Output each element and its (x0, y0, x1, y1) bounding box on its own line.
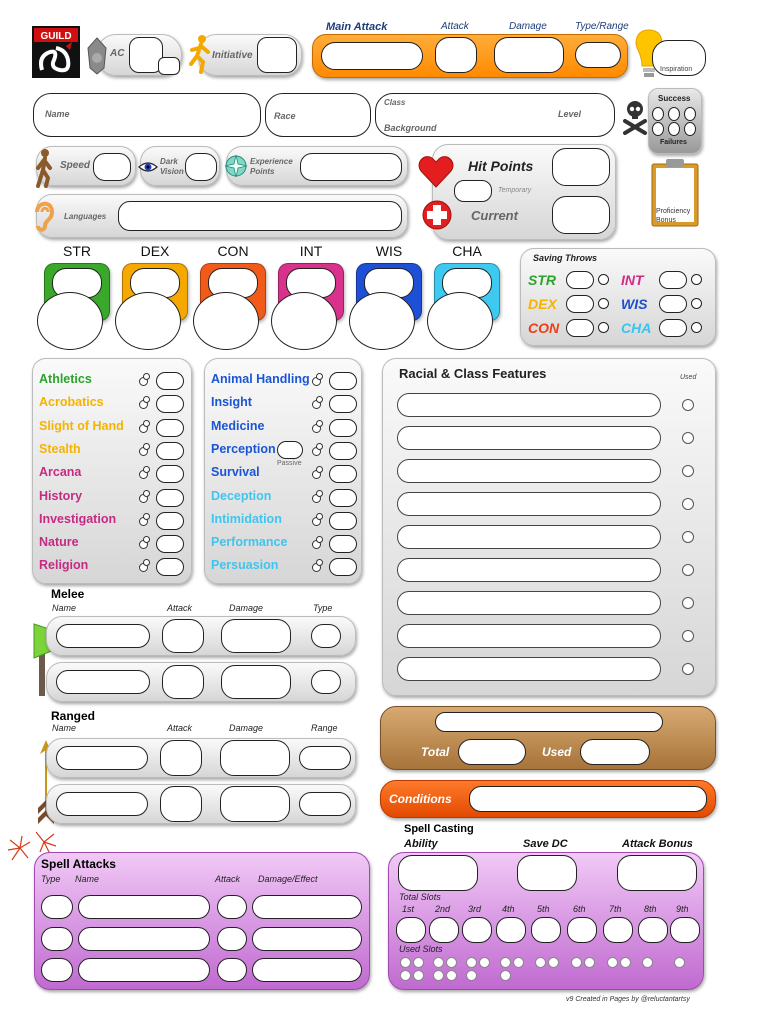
skill-label-history: History (39, 488, 83, 503)
spell-attack-field-2[interactable] (217, 927, 247, 951)
main-attack-label: Main Attack (326, 21, 388, 33)
feature-field-8[interactable] (397, 624, 661, 648)
slot-used-1-2[interactable] (413, 957, 424, 968)
spell-attack-label: Attack (215, 874, 241, 884)
save-value-int[interactable] (659, 271, 687, 289)
guild-logo-text: GUILD (40, 31, 72, 42)
heart-icon (418, 153, 454, 194)
experience-field[interactable] (300, 153, 402, 181)
main-attack-name-field[interactable] (321, 42, 423, 70)
save-dc-label: Save DC (523, 838, 568, 850)
spell-type-field-1[interactable] (41, 895, 73, 919)
feature-field-6[interactable] (397, 558, 661, 582)
walking-man-icon (32, 148, 56, 193)
ability-label-int: INT (299, 243, 323, 259)
skill-value-investigation[interactable] (156, 512, 184, 530)
slot-used-2-1[interactable] (433, 957, 444, 968)
resource-total-label: Total (421, 745, 450, 759)
skull-crossbones-icon (622, 99, 648, 140)
skill-label-slight-of-hand: Slight of Hand (39, 418, 124, 433)
skill-expertise-stealth[interactable] (143, 443, 150, 450)
feature-field-1[interactable] (397, 393, 661, 417)
spell-type-label: Type (41, 874, 61, 884)
current-hp-field[interactable] (552, 196, 610, 234)
temporary-label: Temporary (498, 187, 532, 194)
max-hp-field[interactable] (552, 148, 610, 186)
skill-value-performance[interactable] (329, 535, 357, 553)
slot-level-label-7: 7th (609, 904, 622, 914)
spell-damage-field-1[interactable] (252, 895, 362, 919)
slot-used-6-1[interactable] (571, 957, 582, 968)
ranged-attack-label: Attack (167, 723, 193, 733)
skill-label-insight: Insight (211, 395, 252, 410)
attack-bonus-label: Attack Bonus (622, 838, 693, 850)
save-value-dex[interactable] (566, 295, 594, 313)
save-value-wis[interactable] (659, 295, 687, 313)
languages-label: Languages (64, 212, 107, 221)
ranged-name-field-1[interactable] (56, 746, 148, 770)
shield-icon (86, 36, 108, 81)
ear-icon (32, 198, 56, 237)
melee-damage-field-1[interactable] (221, 619, 291, 653)
current-label: Current (471, 208, 518, 223)
resource-used-label: Used (542, 745, 572, 759)
slot-used-9-1[interactable] (674, 957, 685, 968)
melee-name-field-2[interactable] (56, 670, 150, 694)
skill-label-nature: Nature (39, 535, 79, 550)
temp-hp-field[interactable] (454, 180, 492, 202)
spellcasting-title: Spell Casting (404, 823, 474, 835)
skill-value-acrobatics[interactable] (156, 395, 184, 413)
passive-perception-field[interactable] (277, 441, 303, 459)
slot-used-4-3[interactable] (500, 970, 511, 981)
skill-label-athletics: Athletics (39, 372, 92, 386)
spell-damage-label: Damage/Effect (258, 874, 318, 884)
slot-used-1-1[interactable] (400, 957, 411, 968)
class-label: Class (384, 98, 406, 107)
skill-expertise-animal-handling[interactable] (316, 373, 323, 380)
save-value-cha[interactable] (659, 319, 687, 337)
race-label: Race (274, 111, 296, 121)
running-man-icon (188, 34, 212, 79)
melee-name-label: Name (52, 603, 77, 613)
level-label: Level (558, 109, 582, 119)
resource-name-field[interactable] (435, 712, 663, 732)
ranged-attack-field-1[interactable] (160, 740, 202, 776)
skill-label-intimidation: Intimidation (211, 511, 282, 526)
ranged-damage-label: Damage (229, 723, 264, 733)
spell-attack-field-1[interactable] (217, 895, 247, 919)
melee-title: Melee (51, 587, 85, 601)
slot-level-label-3: 3rd (468, 904, 482, 914)
skill-expertise-investigation[interactable] (143, 513, 150, 520)
first-aid-icon (422, 200, 452, 235)
skill-value-insight[interactable] (329, 395, 357, 413)
initiative-label: Initiative (212, 50, 253, 61)
skill-value-slight-of-hand[interactable] (156, 419, 184, 437)
feature-used-4[interactable] (682, 498, 694, 510)
skill-value-medicine[interactable] (329, 419, 357, 437)
spell-type-field-3[interactable] (41, 958, 73, 982)
skill-expertise-medicine[interactable] (316, 420, 323, 427)
save-proficiency-int[interactable] (691, 274, 702, 285)
ability-mod-field-str[interactable] (37, 292, 103, 350)
spell-save-dc-field[interactable] (517, 855, 577, 891)
used-slots-label: Used Slots (399, 944, 443, 954)
spell-damage-field-2[interactable] (252, 927, 362, 951)
ranged-damage-field-1[interactable] (220, 740, 290, 776)
ranged-range-label: Range (311, 723, 338, 733)
spell-damage-field-3[interactable] (252, 958, 362, 982)
slot-used-1-3[interactable] (400, 970, 411, 981)
slot-level-label-5: 5th (537, 904, 550, 914)
skill-value-animal-handling[interactable] (329, 372, 357, 390)
slot-total-field-4[interactable] (496, 917, 526, 943)
slot-total-field-1[interactable] (396, 917, 426, 943)
skill-expertise-slight-of-hand[interactable] (143, 420, 150, 427)
skill-value-nature[interactable] (156, 535, 184, 553)
spell-attacks-title: Spell Attacks (41, 857, 116, 871)
skill-value-athletics[interactable] (156, 372, 184, 390)
skill-value-survival[interactable] (329, 465, 357, 483)
background-label: Background (384, 123, 437, 133)
slot-used-2-3[interactable] (433, 970, 444, 981)
skill-value-history[interactable] (156, 489, 184, 507)
skill-expertise-intimidation[interactable] (316, 513, 323, 520)
save-proficiency-wis[interactable] (691, 298, 702, 309)
skill-label-animal-handling: Animal Handling (211, 372, 310, 386)
success-box-2[interactable] (668, 107, 680, 121)
ability-mod-field-con[interactable] (193, 292, 259, 350)
main-attack-damage-field[interactable] (494, 37, 564, 73)
slot-used-1-4[interactable] (413, 970, 424, 981)
feature-used-1[interactable] (682, 399, 694, 411)
ability-label-wis: WIS (375, 243, 403, 259)
melee-attack-field-1[interactable] (162, 619, 204, 653)
failures-label: Failures (660, 139, 687, 146)
slot-used-4-2[interactable] (513, 957, 524, 968)
slot-used-6-2[interactable] (584, 957, 595, 968)
save-label-int: INT (621, 272, 644, 288)
spell-type-field-2[interactable] (41, 927, 73, 951)
melee-attack-label: Attack (167, 603, 193, 613)
name-label: Name (45, 109, 70, 119)
footer-credit: v9 Created in Pages by @reluctantartsy (566, 996, 690, 1003)
ranged-name-field-2[interactable] (56, 792, 148, 816)
save-value-str[interactable] (566, 271, 594, 289)
skill-label-performance: Performance (211, 535, 288, 550)
ability-label-con: CON (217, 243, 249, 259)
save-label-dex: DEX (528, 296, 557, 312)
success-label: Success (658, 94, 691, 103)
skill-label-stealth: Stealth (39, 441, 81, 456)
skill-label-survival: Survival (211, 465, 260, 480)
skill-label-investigation: Investigation (39, 511, 117, 526)
saving-throws-title: Saving Throws (533, 253, 598, 263)
dark-vision-label: Dark Vision (160, 157, 184, 176)
melee-damage-label: Damage (229, 603, 264, 613)
melee-type-field-2[interactable] (311, 670, 341, 694)
ranged-name-label: Name (52, 723, 77, 733)
passive-label: Passive (277, 460, 302, 467)
inspiration-label: Inspiration (660, 66, 693, 73)
ranged-title: Ranged (51, 709, 96, 723)
success-box-1[interactable] (652, 107, 664, 121)
slot-level-label-8: 8th (644, 904, 657, 914)
slot-used-5-1[interactable] (535, 957, 546, 968)
failure-box-3[interactable] (684, 122, 696, 136)
skill-value-stealth[interactable] (156, 442, 184, 460)
main-attack-attack-label: Attack (441, 21, 469, 32)
skill-label-acrobatics: Acrobatics (39, 395, 104, 410)
speed-field[interactable] (93, 153, 131, 181)
total-slots-label: Total Slots (399, 892, 441, 902)
slot-used-5-2[interactable] (548, 957, 559, 968)
ranged-damage-field-2[interactable] (220, 786, 290, 822)
ranged-attack-field-2[interactable] (160, 786, 202, 822)
spell-attack-bonus-field[interactable] (617, 855, 697, 891)
melee-type-field-1[interactable] (311, 624, 341, 648)
slot-used-2-4[interactable] (446, 970, 457, 981)
slot-total-field-3[interactable] (462, 917, 492, 943)
main-attack-type-field[interactable] (575, 42, 621, 68)
dnd-logo-icon (32, 26, 80, 78)
slot-used-2-2[interactable] (446, 957, 457, 968)
feature-used-8[interactable] (682, 630, 694, 642)
save-label-con: CON (528, 320, 560, 336)
ability-label-cha: CHA (452, 243, 482, 259)
feature-used-2[interactable] (682, 432, 694, 444)
slot-total-field-2[interactable] (429, 917, 459, 943)
slot-level-label-1: 1st (402, 904, 415, 914)
feature-used-5[interactable] (682, 531, 694, 543)
skill-label-arcana: Arcana (39, 465, 82, 480)
resource-total-field[interactable] (458, 739, 526, 765)
slot-total-field-7[interactable] (603, 917, 633, 943)
save-proficiency-cha[interactable] (691, 322, 702, 333)
slot-total-field-6[interactable] (567, 917, 597, 943)
initiative-field[interactable] (257, 37, 297, 73)
slot-used-3-2[interactable] (479, 957, 490, 968)
main-attack-attack-field[interactable] (435, 37, 477, 73)
feature-used-7[interactable] (682, 597, 694, 609)
slot-used-4-1[interactable] (500, 957, 511, 968)
spell-ability-field[interactable] (398, 855, 478, 891)
ability-mod-field-wis[interactable] (349, 292, 415, 350)
slot-level-label-4: 4th (502, 904, 515, 914)
spell-name-field-1[interactable] (78, 895, 210, 919)
skill-value-perception[interactable] (329, 442, 357, 460)
skill-value-deception[interactable] (329, 489, 357, 507)
skill-label-religion: Religion (39, 558, 89, 573)
features-used-label: Used (680, 374, 697, 381)
feature-used-9[interactable] (682, 663, 694, 675)
slot-used-7-2[interactable] (620, 957, 631, 968)
ac-label: AC (110, 48, 125, 59)
slot-total-field-9[interactable] (670, 917, 700, 943)
skill-value-religion[interactable] (156, 558, 184, 576)
conditions-label: Conditions (389, 792, 452, 806)
melee-damage-field-2[interactable] (221, 665, 291, 699)
hit-points-title: Hit Points (468, 158, 534, 174)
save-proficiency-str[interactable] (598, 274, 609, 285)
spell-attack-field-3[interactable] (217, 958, 247, 982)
compass-rose-icon (224, 154, 248, 183)
skill-value-intimidation[interactable] (329, 512, 357, 530)
main-attack-damage-label: Damage (509, 21, 547, 32)
slot-used-3-3[interactable] (466, 970, 477, 981)
slot-used-3-1[interactable] (466, 957, 477, 968)
melee-attack-field-2[interactable] (162, 665, 204, 699)
skill-expertise-athletics[interactable] (143, 373, 150, 380)
failure-box-2[interactable] (668, 122, 680, 136)
ability-label-str: STR (63, 243, 91, 259)
melee-type-label: Type (313, 603, 333, 613)
eye-icon (138, 160, 158, 178)
feature-field-2[interactable] (397, 426, 661, 450)
skill-label-deception: Deception (211, 488, 272, 503)
skill-expertise-history[interactable] (143, 490, 150, 497)
resource-used-field[interactable] (580, 739, 650, 765)
spellcasting-ability-label: Ability (404, 838, 438, 850)
save-proficiency-con[interactable] (598, 322, 609, 333)
slot-level-label-9: 9th (676, 904, 689, 914)
success-box-3[interactable] (684, 107, 696, 121)
save-value-con[interactable] (566, 319, 594, 337)
ac-bonus-field[interactable] (158, 57, 180, 75)
skill-expertise-perception[interactable] (316, 443, 323, 450)
skill-label-perception: Perception (211, 441, 276, 456)
slot-used-8-1[interactable] (642, 957, 653, 968)
main-attack-type-label: Type/Range (575, 21, 629, 32)
slot-level-label-2: 2nd (435, 904, 451, 914)
slot-level-label-6: 6th (573, 904, 586, 914)
languages-field[interactable] (118, 201, 402, 231)
feature-field-3[interactable] (397, 459, 661, 483)
feature-field-4[interactable] (397, 492, 661, 516)
feature-field-7[interactable] (397, 591, 661, 615)
ability-mod-field-int[interactable] (271, 292, 337, 350)
spell-name-label: Name (75, 874, 100, 884)
feature-used-3[interactable] (682, 465, 694, 477)
save-label-wis: WIS (621, 296, 648, 312)
skill-expertise-deception[interactable] (316, 490, 323, 497)
ability-mod-field-cha[interactable] (427, 292, 493, 350)
save-proficiency-dex[interactable] (598, 298, 609, 309)
dark-vision-field[interactable] (185, 153, 217, 181)
melee-name-field-1[interactable] (56, 624, 150, 648)
failure-box-1[interactable] (652, 122, 664, 136)
save-label-cha: CHA (621, 320, 652, 336)
ranged-range-field-2[interactable] (299, 792, 351, 816)
slot-used-7-1[interactable] (607, 957, 618, 968)
feature-used-6[interactable] (682, 564, 694, 576)
skill-label-persuasion: Persuasion (211, 558, 279, 573)
ranged-range-field-1[interactable] (299, 746, 351, 770)
spell-name-field-2[interactable] (78, 927, 210, 951)
speed-label: Speed (60, 160, 91, 171)
experience-label: Experience Points (250, 157, 293, 176)
conditions-field[interactable] (469, 786, 707, 812)
proficiency-label: Proficiency Bonus (656, 208, 691, 224)
feature-field-5[interactable] (397, 525, 661, 549)
skill-label-medicine: Medicine (211, 418, 265, 433)
save-label-str: STR (528, 272, 556, 288)
skill-value-persuasion[interactable] (329, 558, 357, 576)
ability-mod-field-dex[interactable] (115, 292, 181, 350)
ability-label-dex: DEX (140, 243, 170, 259)
slot-total-field-5[interactable] (531, 917, 561, 943)
spell-name-field-3[interactable] (78, 958, 210, 982)
feature-field-9[interactable] (397, 657, 661, 681)
slot-total-field-8[interactable] (638, 917, 668, 943)
skill-value-arcana[interactable] (156, 465, 184, 483)
features-title: Racial & Class Features (399, 366, 547, 381)
